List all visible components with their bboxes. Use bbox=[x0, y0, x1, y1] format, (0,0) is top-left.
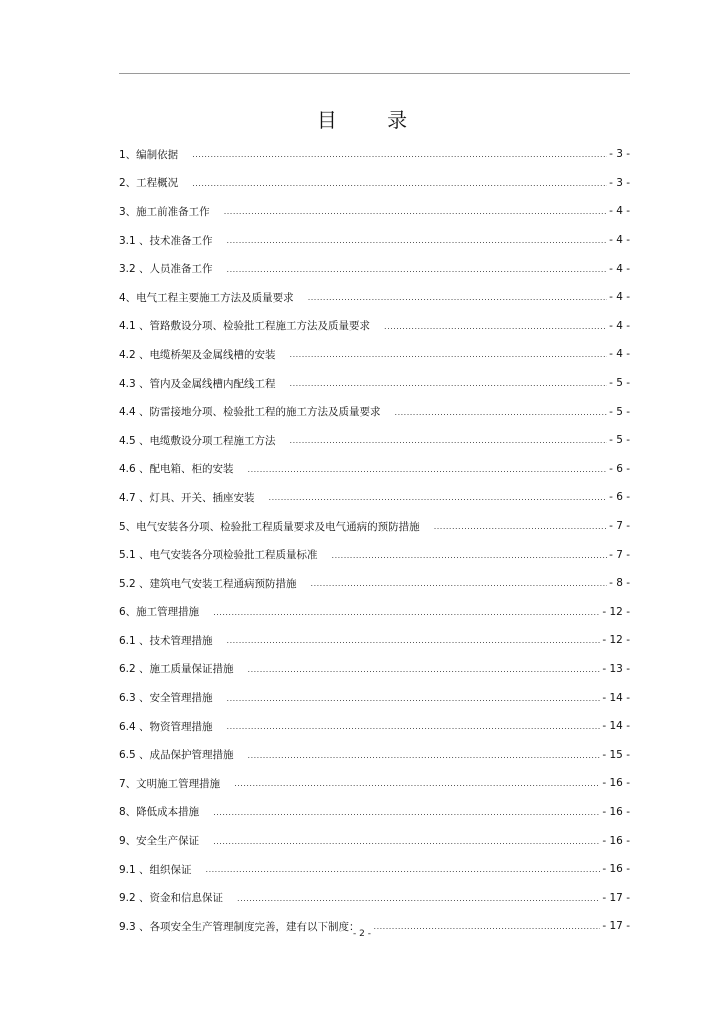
toc-entry[interactable] bbox=[119, 712, 630, 741]
toc-entry[interactable] bbox=[119, 140, 630, 169]
toc-leader-dots bbox=[213, 838, 600, 846]
toc-entry-page: - 17 - bbox=[602, 920, 630, 933]
header-rule bbox=[119, 73, 630, 74]
toc-leader-dots bbox=[234, 780, 600, 788]
toc-leader-dots bbox=[290, 351, 608, 359]
toc-entry[interactable] bbox=[119, 512, 630, 541]
toc-entry-page: - 7 - bbox=[609, 548, 630, 561]
toc-leader-dots bbox=[290, 437, 608, 445]
toc-leader-dots bbox=[192, 151, 607, 159]
toc-leader-dots bbox=[237, 895, 600, 903]
toc-entry-page: - 12 - bbox=[602, 634, 630, 647]
toc-leader-dots bbox=[248, 752, 601, 760]
toc-entry[interactable] bbox=[119, 826, 630, 855]
toc-entry-label: 6.2 、施工质量保证措施 bbox=[119, 663, 234, 676]
page-title: 目 录 bbox=[316, 108, 430, 132]
toc-entry-label: 4、电气工程主要施工方法及质量要求 bbox=[119, 291, 294, 304]
toc-entry-page: - 14 - bbox=[602, 720, 630, 733]
toc-entry[interactable] bbox=[119, 455, 630, 484]
toc-leader-dots bbox=[332, 552, 608, 560]
toc-entry-label: 4.7 、灯具、开关、插座安装 bbox=[119, 491, 255, 504]
toc-entry[interactable] bbox=[119, 598, 630, 627]
toc-entry[interactable] bbox=[119, 369, 630, 398]
toc-entry[interactable] bbox=[119, 655, 630, 684]
toc-leader-dots bbox=[227, 266, 608, 274]
toc-entry-label: 1、编制依据 bbox=[119, 148, 179, 161]
page-number: - 2 - bbox=[353, 929, 371, 939]
toc-entry-page: - 13 - bbox=[602, 662, 630, 675]
toc-entry-label: 5.2 、建筑电气安装工程通病预防措施 bbox=[119, 577, 297, 590]
toc-leader-dots bbox=[311, 580, 608, 588]
toc-leader-dots bbox=[248, 466, 608, 474]
toc-entry-label: 6.3 、安全管理措施 bbox=[119, 692, 213, 705]
toc-entry[interactable] bbox=[119, 683, 630, 712]
toc-leader-dots bbox=[227, 237, 608, 245]
toc-entry-page: - 16 - bbox=[602, 863, 630, 876]
toc-entry[interactable] bbox=[119, 312, 630, 341]
toc-entry[interactable] bbox=[119, 397, 630, 426]
toc-entry[interactable] bbox=[119, 426, 630, 455]
toc-entry-page: - 6 - bbox=[609, 462, 630, 475]
toc-leader-dots bbox=[192, 180, 607, 188]
toc-entry-label: 6.4 、物资管理措施 bbox=[119, 720, 213, 733]
toc-leader-dots bbox=[308, 294, 607, 302]
toc-entry-label: 9.3 、各项安全生产管理制度完善，建有以下制度： bbox=[119, 920, 360, 933]
toc-entry[interactable] bbox=[119, 483, 630, 512]
toc-leader-dots bbox=[227, 695, 601, 703]
toc-entry-label: 4.2 、电缆桥架及金属线槽的安装 bbox=[119, 348, 276, 361]
toc-entry-page: - 3 - bbox=[609, 148, 630, 161]
toc-leader-dots bbox=[269, 494, 608, 502]
toc-entry-label: 9、安全生产保证 bbox=[119, 835, 200, 848]
toc-entry-page: - 4 - bbox=[609, 319, 630, 332]
toc-entry-label: 6、施工管理措施 bbox=[119, 606, 200, 619]
toc-entry-label: 8、降低成本措施 bbox=[119, 806, 200, 819]
toc-leader-dots bbox=[213, 809, 600, 817]
toc-leader-dots bbox=[395, 409, 608, 417]
toc-entry[interactable] bbox=[119, 883, 630, 912]
toc-entry-page: - 16 - bbox=[602, 805, 630, 818]
toc-entry-label: 5、电气安装各分项、检验批工程质量要求及电气通病的预防措施 bbox=[119, 520, 420, 533]
toc-entry-page: - 14 - bbox=[602, 691, 630, 704]
toc-entry[interactable] bbox=[119, 254, 630, 283]
toc-entry[interactable] bbox=[119, 340, 630, 369]
toc-leader-dots bbox=[384, 323, 607, 331]
toc-entry-page: - 7 - bbox=[609, 520, 630, 533]
toc-entry-page: - 4 - bbox=[609, 291, 630, 304]
toc-entry-page: - 6 - bbox=[609, 491, 630, 504]
toc-entry-label: 3.2 、人员准备工作 bbox=[119, 263, 213, 276]
toc-entry-page: - 17 - bbox=[602, 891, 630, 904]
toc-entry-page: - 4 - bbox=[609, 205, 630, 218]
toc-entry[interactable] bbox=[119, 569, 630, 598]
toc-leader-dots bbox=[213, 609, 600, 617]
toc-entry-label: 2、工程概况 bbox=[119, 177, 179, 190]
toc-entry[interactable] bbox=[119, 855, 630, 884]
toc-leader-dots bbox=[227, 723, 601, 731]
toc-entry[interactable] bbox=[119, 626, 630, 655]
toc-entry[interactable] bbox=[119, 197, 630, 226]
toc-leader-dots bbox=[206, 866, 601, 874]
toc-entry-label: 3.1 、技术准备工作 bbox=[119, 234, 213, 247]
toc-leader-dots bbox=[290, 380, 608, 388]
toc-entry-label: 5.1 、电气安装各分项检验批工程质量标准 bbox=[119, 549, 318, 562]
toc-entry[interactable] bbox=[119, 540, 630, 569]
toc-entry-page: - 16 - bbox=[602, 777, 630, 790]
toc-entry-page: - 4 - bbox=[609, 348, 630, 361]
toc-leader-dots bbox=[227, 637, 601, 645]
toc-entry-label: 4.4 、防雷接地分项、检验批工程的施工方法及质量要求 bbox=[119, 406, 381, 419]
toc-entry-page: - 3 - bbox=[609, 176, 630, 189]
toc-entry[interactable] bbox=[119, 283, 630, 312]
toc-entry-label: 6.5 、成品保护管理措施 bbox=[119, 749, 234, 762]
toc-entry-page: - 5 - bbox=[609, 434, 630, 447]
toc-entry-label: 6.1 、技术管理措施 bbox=[119, 634, 213, 647]
toc-entry-label: 7、文明施工管理措施 bbox=[119, 777, 221, 790]
toc-leader-dots bbox=[434, 523, 607, 531]
toc-entry-label: 9.1 、组织保证 bbox=[119, 863, 192, 876]
toc-entry-page: - 4 - bbox=[609, 262, 630, 275]
toc-entry[interactable] bbox=[119, 769, 630, 798]
toc-entry[interactable] bbox=[119, 169, 630, 198]
toc-entry-label: 4.3 、管内及金属线槽内配线工程 bbox=[119, 377, 276, 390]
toc-entry-page: - 12 - bbox=[602, 605, 630, 618]
toc-entry-label: 4.1 、管路敷设分项、检验批工程施工方法及质量要求 bbox=[119, 320, 371, 333]
toc-entry-page: - 16 - bbox=[602, 834, 630, 847]
toc-entry-label: 9.2 、资金和信息保证 bbox=[119, 892, 224, 905]
toc-entry-page: - 5 - bbox=[609, 377, 630, 390]
toc-entry-page: - 4 - bbox=[609, 234, 630, 247]
toc-entry[interactable] bbox=[119, 798, 630, 827]
toc-entry-page: - 5 - bbox=[609, 405, 630, 418]
toc-leader-dots bbox=[224, 208, 607, 216]
toc-entry-page: - 8 - bbox=[609, 577, 630, 590]
toc-entry-label: 3、施工前准备工作 bbox=[119, 205, 210, 218]
toc-entry-label: 4.5 、电缆敷设分项工程施工方法 bbox=[119, 434, 276, 447]
toc-entry-page: - 15 - bbox=[602, 748, 630, 761]
toc-entry[interactable] bbox=[119, 226, 630, 255]
toc-entry-label: 4.6 、配电箱、柜的安装 bbox=[119, 463, 234, 476]
table-of-contents bbox=[119, 140, 630, 941]
toc-entry[interactable] bbox=[119, 740, 630, 769]
toc-leader-dots bbox=[248, 666, 601, 674]
